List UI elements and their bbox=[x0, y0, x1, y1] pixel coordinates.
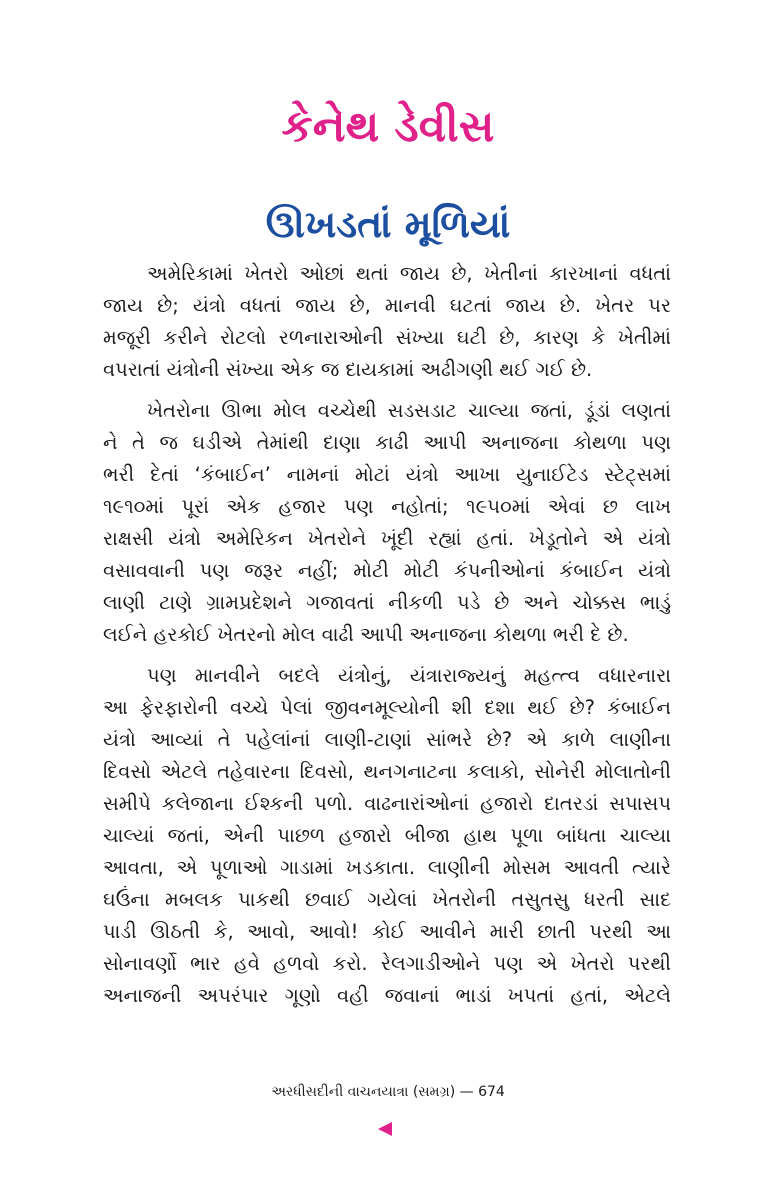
paragraph-2 bbox=[103, 395, 671, 651]
text-line: જાય છે; યંત્રો વધતાં જાય છે, માનવી ઘટતાં જાય છે. ખેતર પર bbox=[103, 294, 671, 317]
text-line: સમીપે કલેજાના ઈશ્કની પળો. વાઢનારાંઓનાં હજારો દાતરડાં સપાસપ bbox=[103, 792, 671, 815]
text-line: લાણી ટાણે ગ્રામપ્રદેશને ગજાવતાં નીકળી પડે છે અને ચોક્કસ ભાડું bbox=[103, 591, 671, 614]
text-line: ચાલ્યાં જતાં, એની પાછળ હજારો બીજા હાથ પૂળા બાંધતા ચાલ્યા bbox=[103, 824, 671, 847]
text-line: મજૂરી કરીને રોટલો રળનારાઓની સંખ્યા ઘટી છે, કારણ કે ખેતીમાં bbox=[103, 326, 671, 349]
text-line: આવતા, એ પૂળાઓ ગાડામાં ખડકાતા. લાણીની મોસમ આવતી ત્યારે bbox=[103, 856, 671, 879]
paragraph-3 bbox=[103, 660, 671, 1012]
chapter-title: ઊખડતાં મૂળિયાં bbox=[265, 202, 511, 246]
text-line: દિવસો એટલે તહેવારના દિવસો, થનગનાટના કલાકો, સોનેરી મોલાતોની bbox=[103, 760, 671, 783]
paragraph-1 bbox=[103, 258, 671, 386]
body-text bbox=[103, 258, 671, 1021]
text-line: રાક્ષસી યંત્રો અમેરિકન ખેતરોને ખૂંદી રહ્યાં હતાં. ખેડૂતોને એ યંત્રો bbox=[103, 527, 671, 550]
triangle-left-icon[interactable] bbox=[378, 1122, 392, 1136]
text-line: યંત્રો આવ્યાં તે પહેલાંનાં લાણી-ટાણાં સાંભરે છે? એ કાળે લાણીના bbox=[103, 728, 671, 751]
text-line: સોનાવર્ણો ભાર હવે હળવો કરો. રેલગાડીઓને પણ એ ખેતરો પરથી bbox=[103, 952, 671, 975]
text-line: પણ માનવીને બદલે યંત્રોનું, યંત્રારાજ્યનું મહત્ત્વ વધારનારા bbox=[147, 664, 671, 687]
text-line: અમેરિકામાં ખેતરો ઓછાં થતાં જાય છે, ખેતીનાં કારખાનાં વધતાં bbox=[147, 262, 671, 285]
text-line: પાડી ઊઠતી કે, આવો, આવો! કોઈ આવીને મારી છાતી પરથી આ bbox=[103, 920, 671, 943]
text-line: વપરાતાં યંત્રોની સંખ્યા એક જ દાયકામાં અઢીગણી થઈ ગઈ છે. bbox=[103, 358, 593, 381]
text-line: વસાવવાની પણ જરૂર નહીં; મોટી મોટી કંપનીઓનાં કંબાઈન યંત્રો bbox=[103, 559, 671, 582]
text-line: ને તે જ ઘડીએ તેમાંથી દાણા કાઢી આપી અનાજના કોથળા પણ bbox=[103, 431, 671, 454]
text-line: ઘઉંના મબલક પાકથી છવાઈ ગયેલાં ખેતરોની તસુતસુ ધરતી સાદ bbox=[103, 888, 671, 911]
text-line: અનાજની અપરંપાર ગૂણો વહી જવાનાં ભાડાં ખપતાં હતાં, એટલે bbox=[103, 984, 671, 1007]
text-line: ભરી દેતાં ‘કંબાઈન’ નામનાં મોટાં યંત્રો આખા યુનાઈટેડ સ્ટેટ્સમાં bbox=[103, 463, 671, 486]
page-footer: અરધીસદીની વાચનયાત્રા (સમગ્ર) — 674 bbox=[271, 1084, 505, 1100]
text-line: ખેતરોના ઊભા મોલ વચ્ચેથી સડસડાટ ચાલ્યા જતાં, ડૂંડાં લણતાં bbox=[147, 399, 671, 422]
text-line: લઈને હરકોઈ ખેતરનો મોલ વાઢી આપી અનાજના કોથળા ભરી દે છે. bbox=[103, 623, 629, 646]
text-line: ૧૯૧૦માં પૂરાં એક હજાર પણ નહોતાં; ૧૯૫૦માં એવાં છ લાખ bbox=[103, 495, 671, 518]
text-line: આ ફેરફારોની વચ્ચે પેલાં જીવનમૂલ્યોની શી દશા થઈ છે? કંબાઈન bbox=[103, 696, 671, 719]
author-name: કેનેથ ડેવીસ bbox=[281, 101, 495, 152]
